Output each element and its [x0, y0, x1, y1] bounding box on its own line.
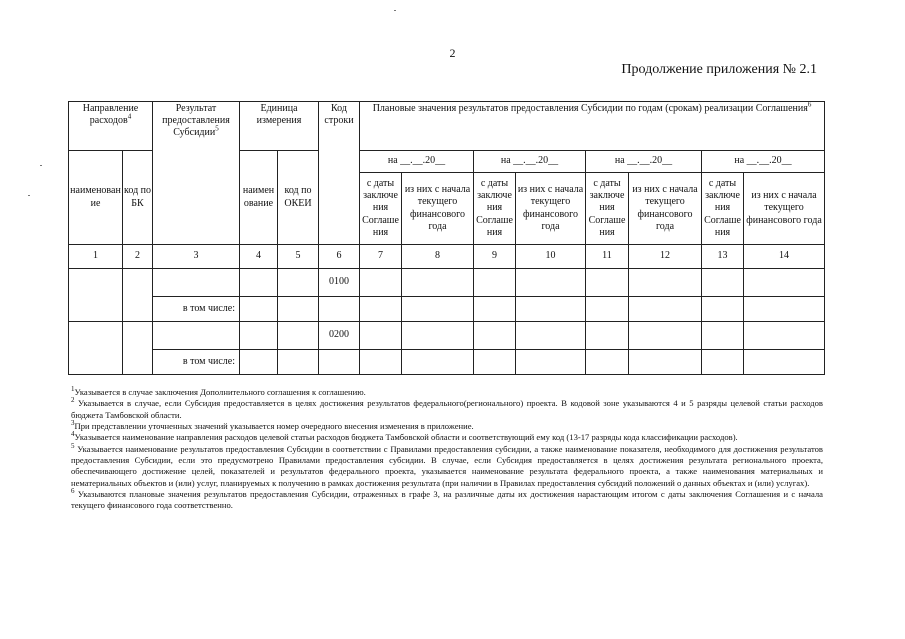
- footnote: $^6$ Указываются плановые значения результатов предоставления Субсидии, отраженных в графе 3, на различные даты их достижения нарастающим итогом с даты заключения Соглашения и с начала текущего финансового года соответственно.: [71, 487, 823, 511]
- table-row: [69, 269, 825, 297]
- unit-name-subheader: наименование: [240, 151, 278, 245]
- column-numbers-row: [69, 245, 825, 269]
- row-code: 0100: [319, 269, 360, 297]
- appendix-title: Продолжение приложения № 2.1: [621, 62, 817, 77]
- page-number: 2: [449, 46, 456, 60]
- date-label: на __.__.20__: [702, 151, 825, 173]
- column-number: 6: [319, 245, 360, 269]
- column-number: 3: [153, 245, 240, 269]
- from-year-subheader: из них с начала текущего финансового года: [629, 173, 702, 245]
- scan-speck: [40, 165, 42, 166]
- planned-values-header: Плановые значения результатов предоставления Субсидии по годам (срокам) реализации Соглашения$^6$: [360, 102, 825, 151]
- unit-header: Единица измерения: [240, 102, 319, 151]
- date-label: на __.__.20__: [586, 151, 702, 173]
- name-subheader: наименование: [69, 151, 123, 245]
- code-header: Код строки: [319, 102, 360, 245]
- column-number: 4: [240, 245, 278, 269]
- table-row: [69, 322, 825, 350]
- bk-code-subheader: код по БК: [123, 151, 153, 245]
- result-header: Результат предоставления Субсидии$^5$: [153, 102, 240, 245]
- column-number: 14: [744, 245, 825, 269]
- footnotes: [71, 387, 823, 512]
- column-number: 9: [474, 245, 516, 269]
- okei-subheader: код по ОКЕИ: [278, 151, 319, 245]
- column-number: 10: [516, 245, 586, 269]
- from-agreement-subheader: с даты заключения Соглашения: [474, 173, 516, 245]
- from-year-subheader: из них с начала текущего финансового года: [402, 173, 474, 245]
- column-number: 5: [278, 245, 319, 269]
- scan-speck: [394, 10, 396, 11]
- from-agreement-subheader: с даты заключения Соглашения: [586, 173, 629, 245]
- footnote: $^3$При представлении уточненных значений указывается номер очередного внесения изменения в приложение.: [71, 419, 474, 432]
- table-row: [69, 350, 825, 375]
- column-number: 8: [402, 245, 474, 269]
- direction-header: Направление расходов$^4$: [69, 102, 153, 151]
- column-number: 1: [69, 245, 123, 269]
- from-year-subheader: из них с начала текущего финансового года: [516, 173, 586, 245]
- header-row-1: [69, 102, 825, 151]
- including-label: в том числе:: [153, 350, 240, 375]
- results-table: [68, 101, 825, 375]
- column-number: 12: [629, 245, 702, 269]
- scan-speck: [28, 195, 30, 196]
- column-number: 7: [360, 245, 402, 269]
- footnote: $^5$ Указывается наименование результатов предоставления Субсидии в соответствии с Правилами предоставления субсидии, а также наименование показателя, необходимого для достижения результатов предоставления Субсидии, если это предусмотрено Правилами предоставления субсидии. В случае, если Субсидия предоставляется в целях достижения результата регионального проекта, обеспечивающего достижение целей, показателей и результатов федерального проекта, указывается наименование результата федерального проекта, а также наименования материальных и нематериальных объектов и (или) услуг, планируемых к получению в рамках достижения результата (при наличии в Правилах предоставления субсидий положений о данных объектах и (или) услугах).: [71, 441, 823, 488]
- from-agreement-subheader: с даты заключения Соглашения: [702, 173, 744, 245]
- column-number: 13: [702, 245, 744, 269]
- footnote: $^1$Указывается в случае заключения Дополнительного соглашения к соглашению.: [71, 385, 366, 397]
- date-label: на __.__.20__: [474, 151, 586, 173]
- footnote: $^2$ Указывается в случае, если Субсидия предоставляется в целях достижения результатов федерального(регионального) проекта. В кодовой зоне указываются 4 и 5 разряды целевой статьи расходов бюджета Тамбовской области.: [71, 396, 823, 420]
- including-label: в том числе:: [153, 297, 240, 322]
- table-row: [69, 297, 825, 322]
- footnote: $^4$Указывается наименование направления расходов целевой статьи расходов бюджета Тамбовской области и соответствующий ему код (13-17 разряды кода классификации расходов).: [71, 430, 738, 443]
- column-number: 11: [586, 245, 629, 269]
- from-year-subheader: из них с начала текущего финансового года: [744, 173, 825, 245]
- date-label: на __.__.20__: [360, 151, 474, 173]
- row-code: 0200: [319, 322, 360, 350]
- column-number: 2: [123, 245, 153, 269]
- from-agreement-subheader: с даты заключения Соглашения: [360, 173, 402, 245]
